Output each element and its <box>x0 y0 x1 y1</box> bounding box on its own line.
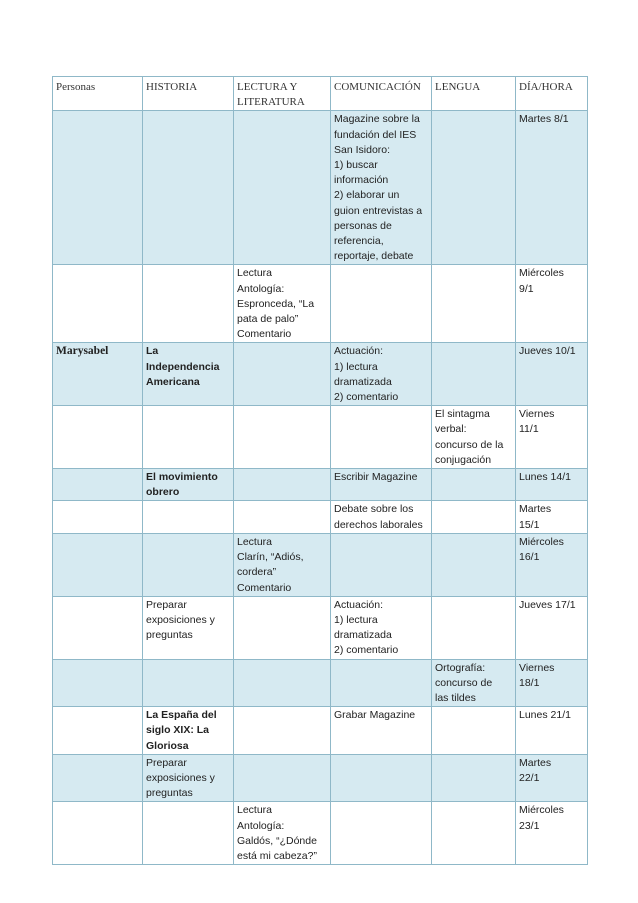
header-dia-hora: DÍA/HORA <box>516 77 588 111</box>
lectura-cell: Lectura Clarín, “Adiós, cordera” Comentario <box>234 533 331 596</box>
personas-cell <box>53 111 143 265</box>
lengua-cell <box>432 802 516 865</box>
historia-cell <box>143 659 234 707</box>
dia-hora-cell: Jueves 10/1 <box>516 343 588 406</box>
dia-hora-cell: Martes 15/1 <box>516 501 588 533</box>
table-row <box>53 406 588 469</box>
comunicacion-cell <box>331 659 432 707</box>
dia-hora-cell: Jueves 17/1 <box>516 596 588 659</box>
historia-cell <box>143 501 234 533</box>
schedule-table <box>52 76 588 865</box>
personas-cell <box>53 533 143 596</box>
lectura-cell <box>234 754 331 802</box>
historia-cell <box>143 265 234 343</box>
lengua-cell <box>432 469 516 501</box>
header-historia: HISTORIA <box>143 77 234 111</box>
historia-cell: La España del siglo XIX: La Gloriosa <box>143 707 234 755</box>
table-row <box>53 596 588 659</box>
lectura-cell <box>234 406 331 469</box>
comunicacion-cell <box>331 754 432 802</box>
dia-hora-cell: Miércoles 16/1 <box>516 533 588 596</box>
lengua-cell <box>432 754 516 802</box>
comunicacion-cell: Grabar Magazine <box>331 707 432 755</box>
historia-cell <box>143 533 234 596</box>
lengua-cell <box>432 111 516 265</box>
lengua-cell: Ortografía: concurso de las tildes <box>432 659 516 707</box>
lengua-cell <box>432 533 516 596</box>
historia-cell: El movimiento obrero <box>143 469 234 501</box>
lectura-cell <box>234 343 331 406</box>
table-row <box>53 754 588 802</box>
lengua-cell: El sintagma verbal: concurso de la conjugación <box>432 406 516 469</box>
personas-cell <box>53 469 143 501</box>
lectura-cell <box>234 501 331 533</box>
dia-hora-cell: Martes 8/1 <box>516 111 588 265</box>
personas-cell: Marysabel <box>53 343 143 406</box>
personas-cell <box>53 406 143 469</box>
lengua-cell <box>432 707 516 755</box>
table-row <box>53 533 588 596</box>
comunicacion-cell <box>331 265 432 343</box>
historia-cell <box>143 111 234 265</box>
table-row <box>53 501 588 533</box>
historia-cell: Preparar exposiciones y preguntas <box>143 596 234 659</box>
comunicacion-cell <box>331 802 432 865</box>
dia-hora-cell: Lunes 21/1 <box>516 707 588 755</box>
lengua-cell <box>432 501 516 533</box>
comunicacion-cell: Debate sobre los derechos laborales <box>331 501 432 533</box>
dia-hora-cell: Viernes 11/1 <box>516 406 588 469</box>
header-lengua: LENGUA <box>432 77 516 111</box>
lectura-cell: Lectura Antología: Galdós, “¿Dónde está mi cabeza?” <box>234 802 331 865</box>
dia-hora-cell: Viernes 18/1 <box>516 659 588 707</box>
comunicacion-cell: Magazine sobre la fundación del IES San Isidoro: 1) buscar información 2) elaborar un guion entrevistas a personas de referencia, reportaje, debate <box>331 111 432 265</box>
personas-cell <box>53 707 143 755</box>
lengua-cell <box>432 596 516 659</box>
header-personas: Personas <box>53 77 143 111</box>
dia-hora-cell: Lunes 14/1 <box>516 469 588 501</box>
table-row <box>53 802 588 865</box>
document-page <box>52 76 587 865</box>
dia-hora-cell: Miércoles 23/1 <box>516 802 588 865</box>
personas-cell <box>53 501 143 533</box>
comunicacion-cell <box>331 533 432 596</box>
header-lectura-literatura: LECTURA Y LITERATURA <box>234 77 331 111</box>
comunicacion-cell: Actuación: 1) lectura dramatizada 2) comentario <box>331 596 432 659</box>
historia-cell: Preparar exposiciones y preguntas <box>143 754 234 802</box>
table-row <box>53 111 588 265</box>
comunicacion-cell <box>331 406 432 469</box>
historia-cell <box>143 406 234 469</box>
header-row <box>53 77 588 111</box>
dia-hora-cell: Miércoles 9/1 <box>516 265 588 343</box>
lectura-cell <box>234 469 331 501</box>
table-row <box>53 707 588 755</box>
historia-cell: La Independencia Americana <box>143 343 234 406</box>
historia-cell <box>143 802 234 865</box>
dia-hora-cell: Martes 22/1 <box>516 754 588 802</box>
table-row <box>53 343 588 406</box>
personas-cell <box>53 802 143 865</box>
comunicacion-cell: Actuación: 1) lectura dramatizada 2) comentario <box>331 343 432 406</box>
lengua-cell <box>432 265 516 343</box>
personas-cell <box>53 265 143 343</box>
table-row <box>53 469 588 501</box>
lectura-cell <box>234 707 331 755</box>
lengua-cell <box>432 343 516 406</box>
comunicacion-cell: Escribir Magazine <box>331 469 432 501</box>
lectura-cell <box>234 596 331 659</box>
header-comunicacion: COMUNICACIÓN <box>331 77 432 111</box>
table-row <box>53 265 588 343</box>
lectura-cell <box>234 659 331 707</box>
lectura-cell: Lectura Antología: Espronceda, “La pata de palo” Comentario <box>234 265 331 343</box>
table-row <box>53 659 588 707</box>
lectura-cell <box>234 111 331 265</box>
personas-cell <box>53 659 143 707</box>
personas-cell <box>53 596 143 659</box>
personas-cell <box>53 754 143 802</box>
